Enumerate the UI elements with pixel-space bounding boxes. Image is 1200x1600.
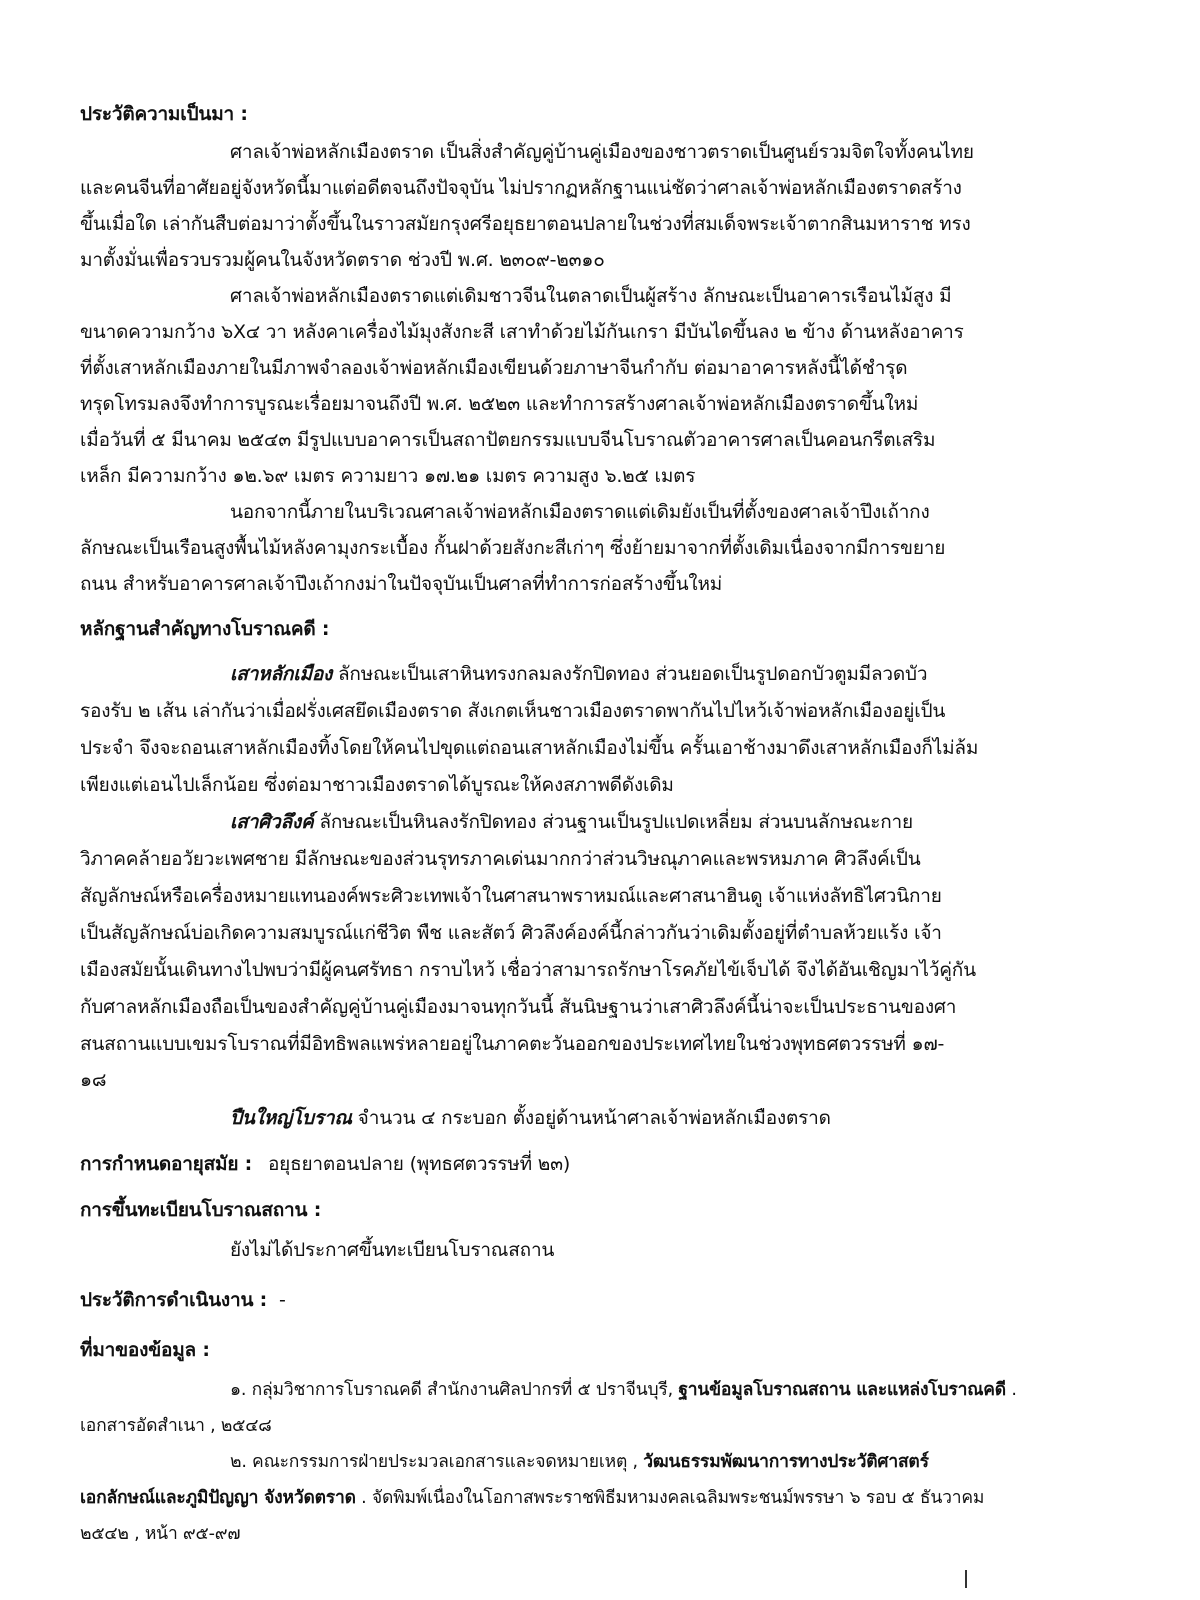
history-p2-line-4: ทรุดโทรมลงจึงทำการบูรณะเรื่อยมาจนถึงปี พ.ศ. ๒๕๒๓ และทำการสร้างศาลเจ้าพ่อหลักเมืองตราดขึ้นใหม่ bbox=[80, 393, 919, 415]
dating-heading: การกำหนดอายุสมัย : bbox=[80, 1153, 253, 1175]
cannon-line bbox=[230, 1104, 831, 1132]
operations-line bbox=[80, 1286, 286, 1314]
linga-term: เสาศิวลึงค์ bbox=[230, 811, 314, 833]
history-p1-line-1: ศาลเจ้าพ่อหลักเมืองตราด เป็นสิ่งสำคัญคู่บ้านคู่เมืองของชาวตราดเป็นศูนย์รวมจิตใจทั้งคนไทย bbox=[230, 141, 974, 163]
history-p1-line-3: ขึ้นเมื่อใด เล่ากันสืบต่อมาว่าตั้งขึ้นในราวสมัยกรุงศรีอยุธยาตอนปลายในช่วงที่สมเด็จพระเจ้าตากสินมหาราช ทรง bbox=[80, 213, 971, 235]
history-p2-line-3: ที่ตั้งเสาหลักเมืองภายในมีภาพจำลองเจ้าพ่อหลักเมืองเขียนด้วยภาษาจีนกำกับ ต่อมาอาคารหลังนี้ได้ชำรุด bbox=[80, 357, 908, 379]
history-p2-line-2: ขนาดความกว้าง ๖X๔ วา หลังคาเครื่องไม้มุงสังกะสี เสาทำด้วยไม้กันเกรา มีบันไดขึ้นลง ๒ ข้าง ด้านหลังอาคาร bbox=[80, 321, 964, 343]
source-2-note: . จัดพิมพ์เนื่องในโอกาสพระราชพิธีมหามงคลเฉลิมพระชนม์พรรษา ๖ รอบ ๕ ธันวาคม bbox=[361, 1488, 985, 1508]
scan-artifact bbox=[965, 1570, 967, 1588]
source-1-line-1 bbox=[230, 1376, 1017, 1404]
linga-line-5: เมืองสมัยนั้นเดินทางไปพบว่ามีผู้คนศรัทธา กราบไหว้ เชื่อว่าสามารถรักษาโรคภัยไข้เจ็บได้ จึงได้อันเชิญมาไว้คู่กัน bbox=[80, 959, 976, 981]
source-2-publisher: ๒. คณะกรรมการฝ่ายประมวลเอกสารและจดหมายเหตุ , bbox=[230, 1452, 638, 1472]
linga-line-8: ๑๘ bbox=[80, 1069, 107, 1091]
linga-line-1 bbox=[230, 808, 913, 836]
source-2-title: วัฒนธรรมพัฒนาการทางประวัติศาสตร์ bbox=[643, 1452, 929, 1472]
sources-heading: ที่มาของข้อมูล : bbox=[80, 1339, 210, 1361]
history-p2-line-1: ศาลเจ้าพ่อหลักเมืองตราดแต่เดิมชาวจีนในตลาดเป็นผู้สร้าง ลักษณะเป็นอาคารเรือนไม้สูง มี bbox=[230, 285, 952, 307]
source-1-end: . bbox=[1011, 1380, 1017, 1400]
pillar-line-4: เพียงแต่เอนไปเล็กน้อย ซึ่งต่อมาชาวเมืองตราดได้บูรณะให้คงสภาพดีดังเดิม bbox=[80, 774, 674, 796]
history-p2-line-6: เหล็ก มีความกว้าง ๑๒.๖๙ เมตร ความยาว ๑๗.๒๑ เมตร ความสูง ๖.๒๕ เมตร bbox=[80, 465, 696, 487]
registration-value: ยังไม่ได้ประกาศขึ้นทะเบียนโบราณสถาน bbox=[230, 1239, 555, 1261]
pillar-line-1 bbox=[230, 660, 927, 688]
operations-heading: ประวัติการดำเนินงาน : bbox=[80, 1289, 268, 1311]
source-1-publisher: ๑. กลุ่มวิชาการโบราณคดี สำนักงานศิลปากรที่ ๕ ปราจีนบุรี, bbox=[230, 1380, 673, 1400]
linga-line-3: สัญลักษณ์หรือเครื่องหมายแทนองค์พระศิวะเทพเจ้าในศาสนาพราหมณ์และศาสนาฮินดู เจ้าแห่งลัทธิไศวนิกาย bbox=[80, 885, 942, 907]
history-p3-line-2: ลักษณะเป็นเรือนสูงพื้นไม้หลังคามุงกระเบื้อง กั้นฝาด้วยสังกะสีเก่าๆ ซึ่งย้ายมาจากที่ตั้งเดิมเนื่องจากมีการขยาย bbox=[80, 537, 946, 559]
operations-value: - bbox=[278, 1289, 286, 1311]
pillar-line-2: รองรับ ๒ เส้น เล่ากันว่าเมื่อฝรั่งเศสยึดเมืองตราด สังเกตเห็นชาวเมืองตราดพากันไปไหว้เจ้าพ่อหลักเมืองอยู่เป็น bbox=[80, 700, 946, 722]
linga-line-6: กับศาลหลักเมืองถือเป็นของสำคัญคู่บ้านคู่เมืองมาจนทุกวันนี้ สันนิษฐานว่าเสาศิวลึงค์นี้น่าจะเป็นประธานของศา bbox=[80, 996, 957, 1018]
pillar-text-1: ลักษณะเป็นเสาหินทรงกลมลงรักปิดทอง ส่วนยอดเป็นรูปดอกบัวตูมมีลวดบัว bbox=[337, 663, 928, 685]
history-p3-line-3: ถนน สำหรับอาคารศาลเจ้าปึงเถ้ากงม่าในปัจจุบันเป็นศาลที่ทำการก่อสร้างขึ้นใหม่ bbox=[80, 573, 723, 595]
linga-text-1: ลักษณะเป็นหินลงรักปิดทอง ส่วนฐานเป็นรูปแปดเหลี่ยม ส่วนบนลักษณะกาย bbox=[319, 811, 913, 833]
pillar-line-3: ประจำ จึงจะถอนเสาหลักเมืองทิ้งโดยให้คนไปขุดแต่ถอนเสาหลักเมืองไม่ขึ้น ครั้นเอาช้างมาดึงเสาหลักเมืองก็ไม่ล้ม bbox=[80, 737, 979, 759]
cannon-term: ปืนใหญ่โบราณ bbox=[230, 1107, 352, 1129]
linga-line-2: วิภาคคล้ายอวัยวะเพศชาย มีลักษณะของส่วนรุทรภาคเด่นมากกว่าส่วนวิษณุภาคและพรหมภาค ศิวลึงค์เป็น bbox=[80, 848, 921, 870]
dating-line bbox=[80, 1150, 570, 1178]
history-p1-line-2: และคนจีนที่อาศัยอยู่จังหวัดนี้มาแต่อดีตจนถึงปัจจุบัน ไม่ปรากฏหลักฐานแน่ชัดว่าศาลเจ้าพ่อหลักเมืองตราดสร้าง bbox=[80, 177, 962, 199]
registration-heading: การขึ้นทะเบียนโบราณสถาน : bbox=[80, 1199, 322, 1221]
history-p2-line-5: เมื่อวันที่ ๕ มีนาคม ๒๕๔๓ มีรูปแบบอาคารเป็นสถาปัตยกรรมแบบจีนโบราณตัวอาคารศาลเป็นคอนกรีตเสริม bbox=[80, 429, 936, 451]
source-2-line-3: ๒๕๔๒ , หน้า ๙๕-๙๗ bbox=[80, 1524, 241, 1544]
source-1-line-2: เอกสารอัดสำเนา , ๒๕๔๘ bbox=[80, 1416, 272, 1436]
pillar-term: เสาหลักเมือง bbox=[230, 663, 333, 685]
source-2-line-1 bbox=[230, 1448, 929, 1476]
linga-line-7: สนสถานแบบเขมรโบราณที่มีอิทธิพลแพร่หลายอยู่ในภาคตะวันออกของประเทศไทยในช่วงพุทธศตวรรษที่ ๑๗- bbox=[80, 1033, 945, 1055]
history-p1-line-4: มาตั้งมั่นเพื่อรวบรวมผู้คนในจังหวัดตราด ช่วงปี พ.ศ. ๒๓๐๙-๒๓๑๐ bbox=[80, 249, 605, 271]
evidence-heading: หลักฐานสำคัญทางโบราณคดี : bbox=[80, 618, 330, 640]
history-p3-line-1: นอกจากนี้ภายในบริเวณศาลเจ้าพ่อหลักเมืองตราดแต่เดิมยังเป็นที่ตั้งของศาลเจ้าปึงเถ้ากง bbox=[230, 501, 930, 523]
source-1-title: ฐานข้อมูลโบราณสถาน และแหล่งโบราณคดี bbox=[678, 1380, 1006, 1400]
history-heading: ประวัติความเป็นมา : bbox=[80, 103, 248, 125]
cannon-text: จำนวน ๔ กระบอก ตั้งอยู่ด้านหน้าศาลเจ้าพ่อหลักเมืองตราด bbox=[357, 1107, 831, 1129]
linga-line-4: เป็นสัญลักษณ์บ่อเกิดความสมบูรณ์แก่ชีวิต พืช และสัตว์ ศิวลึงค์องค์นี้กล่าวกันว่าเดิมตั้งอยู่ที่ตำบลห้วยแร้ง เจ้า bbox=[80, 922, 942, 944]
source-2-line-2 bbox=[80, 1484, 984, 1512]
dating-value: อยุธยาตอนปลาย (พุทธศตวรรษที่ ๒๓) bbox=[267, 1153, 571, 1175]
source-2-title-cont: เอกลักษณ์และภูมิปัญญา จังหวัดตราด bbox=[80, 1488, 356, 1508]
